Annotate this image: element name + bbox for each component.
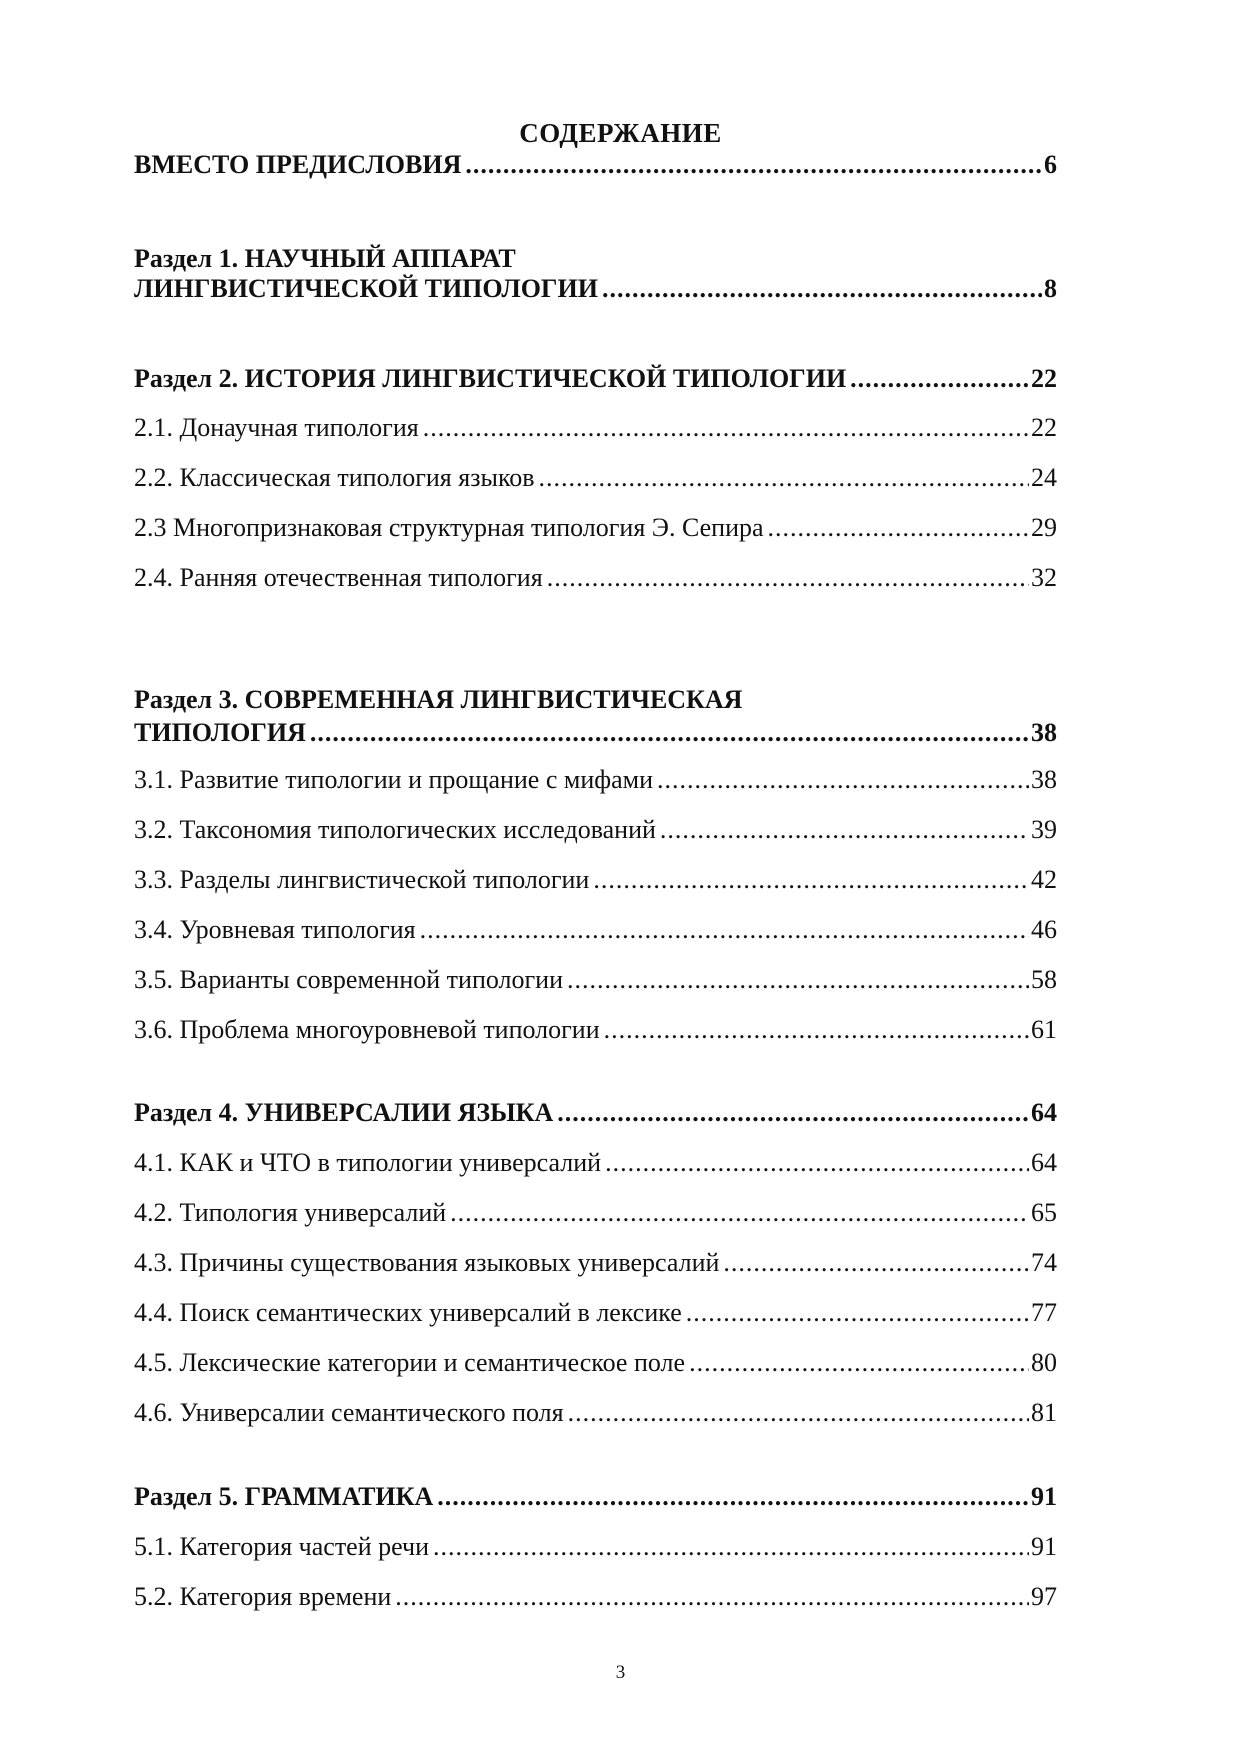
toc-entry-label: 2.2. Классическая типология языков [134,463,535,492]
toc-entry[interactable] [134,1096,1057,1130]
dot-leader [547,561,1029,595]
toc-entry-page: 32 [1031,563,1057,592]
toc-entry-page: 61 [1031,1015,1057,1044]
dot-leader [850,362,1029,396]
toc-entry-page: 29 [1031,513,1057,542]
dot-leader [568,1396,1029,1430]
toc-entry[interactable] [134,362,1057,396]
dot-leader [768,511,1029,545]
toc-entry-page: 42 [1031,865,1057,894]
toc-entry-page: 81 [1031,1398,1057,1427]
toc-entry-label: 3.5. Варианты современной типологии [134,965,563,994]
toc-entry[interactable] [134,1530,1057,1564]
toc-entry[interactable] [134,1296,1057,1330]
toc-entry-label-line1: Раздел 3. СОВРЕМЕННАЯ ЛИНГВИСТИЧЕСКАЯ [134,685,743,714]
toc-entry-page: 64 [1031,1098,1057,1127]
dot-leader [420,913,1029,947]
toc-entry[interactable] [134,148,1057,182]
dot-leader [686,1296,1029,1330]
dot-leader [465,148,1042,182]
toc-entry-label: 4.1. КАК и ЧТО в типологии универсалий [134,1148,602,1177]
toc-entry-page: 80 [1031,1348,1057,1377]
page-title: СОДЕРЖАНИЕ [519,118,722,148]
toc-entry-page: 46 [1031,915,1057,944]
toc-entry-page: 77 [1031,1298,1057,1327]
toc-entry[interactable] [134,461,1057,495]
toc-entry-page: 65 [1031,1198,1057,1227]
toc-entry-label: 3.6. Проблема многоуровневой типологии [134,1015,600,1044]
toc-entry-page: 74 [1031,1248,1057,1277]
dot-leader [660,813,1029,847]
toc-entry-label: 3.2. Таксономия типологических исследований [134,815,656,844]
toc-entry-page: 38 [1031,765,1057,794]
dot-leader [567,963,1029,997]
toc-entry-label: 4.2. Типология универсалий [134,1198,447,1227]
toc-entry[interactable] [134,716,1057,750]
toc-entry-label: 4.6. Универсалии семантического поля [134,1398,564,1427]
toc-entry-page: 22 [1031,413,1057,442]
dot-leader [689,1346,1029,1380]
toc-entry-label: ВМЕСТО ПРЕДИСЛОВИЯ [134,150,462,179]
toc-entry-page: 22 [1031,364,1057,393]
dot-leader [605,1146,1029,1180]
dot-leader [723,1246,1029,1280]
toc-entry-page: 97 [1031,1582,1057,1611]
toc-entry-label: 2.3 Многопризнаковая структурная типология Э. Сепира [134,513,764,542]
dot-leader [395,1580,1029,1614]
toc-entry-page: 6 [1044,150,1057,179]
dot-leader [593,863,1029,897]
toc-entry[interactable] [134,1480,1057,1514]
dot-leader [423,411,1029,445]
toc-entry-label: 5.1. Категория частей речи [134,1532,430,1561]
toc-entry[interactable] [134,913,1057,947]
toc-entry[interactable] [134,1396,1057,1430]
toc-entry[interactable] [134,813,1057,847]
toc-entry-label-line1: Раздел 1. НАУЧНЫЙ АППАРАТ [134,244,516,273]
toc-entry[interactable] [134,511,1057,545]
dot-leader [450,1196,1029,1230]
toc-entry-label: Раздел 4. УНИВЕРСАЛИИ ЯЗЫКА [134,1098,554,1127]
toc-entry-page: 64 [1031,1148,1057,1177]
toc-entry-page: 91 [1031,1532,1057,1561]
toc-entry-label: 5.2. Категория времени [134,1582,392,1611]
toc-entry[interactable] [134,1246,1057,1280]
toc-entry[interactable] [134,763,1057,797]
toc-entry[interactable] [134,1146,1057,1180]
dot-leader [602,272,1042,306]
toc-entry[interactable] [134,963,1057,997]
toc-entry[interactable] [134,1013,1057,1047]
toc-entry-page: 58 [1031,965,1057,994]
toc-entry-label: Раздел 2. ИСТОРИЯ ЛИНГВИСТИЧЕСКОЙ ТИПОЛОГИИ [134,364,847,393]
toc-entry[interactable] [134,863,1057,897]
toc-entry-page: 91 [1031,1482,1057,1511]
toc-entry-page: 38 [1031,718,1057,747]
dot-leader [657,763,1029,797]
toc-entry[interactable] [134,272,1057,306]
toc-entry-label: ТИПОЛОГИЯ [134,718,306,747]
dot-leader [557,1096,1029,1130]
toc-entry[interactable] [134,1346,1057,1380]
dot-leader [433,1530,1029,1564]
toc-entry[interactable] [134,411,1057,445]
toc-entry[interactable] [134,1580,1057,1614]
toc-entry-label: 3.1. Развитие типологии и прощание с мифами [134,765,654,794]
dot-leader [310,716,1029,750]
toc-entry-label: ЛИНГВИСТИЧЕСКОЙ ТИПОЛОГИИ [134,274,598,303]
toc-entry[interactable] [134,561,1057,595]
toc-entry-page: 8 [1044,274,1057,303]
toc-entry-page: 39 [1031,815,1057,844]
toc-entry-label: 4.4. Поиск семантических универсалий в лексике [134,1298,682,1327]
page-number: 3 [615,1662,626,1683]
dot-leader [539,461,1029,495]
toc-entry-page: 24 [1031,463,1057,492]
toc-entry[interactable] [134,1196,1057,1230]
toc-entry-label: 3.3. Разделы лингвистической типологии [134,865,590,894]
toc-entry-label: 3.4. Уровневая типология [134,915,416,944]
toc-entry-label: Раздел 5. ГРАММАТИКА [134,1482,434,1511]
toc-entry-label: 2.4. Ранняя отечественная типология [134,563,543,592]
toc-entry-label: 2.1. Донаучная типология [134,413,419,442]
dot-leader [604,1013,1029,1047]
toc-entry-label: 4.5. Лексические категории и семантическое поле [134,1348,686,1377]
toc-entry-label: 4.3. Причины существования языковых универсалий [134,1248,720,1277]
dot-leader [437,1480,1029,1514]
